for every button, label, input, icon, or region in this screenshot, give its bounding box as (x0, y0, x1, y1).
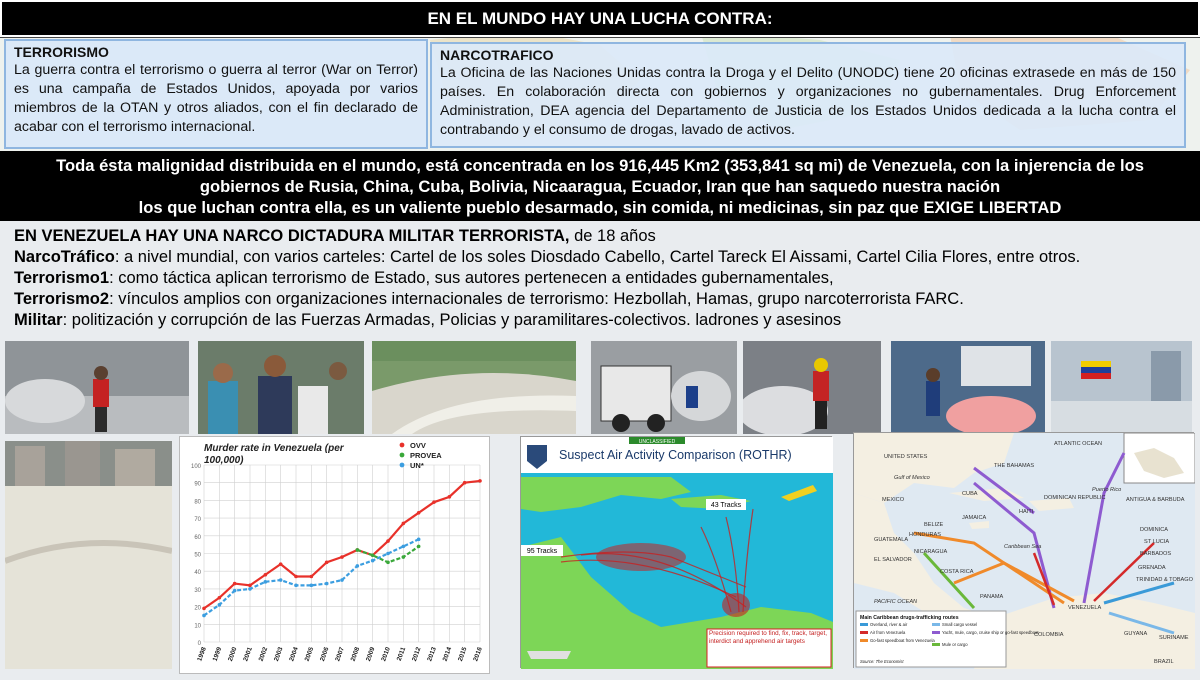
headline-rest: de 18 años (569, 227, 656, 245)
legend-label: OVV (410, 441, 426, 450)
y-tick-label: 20 (194, 605, 201, 612)
banner-line-1: Toda ésta malignidad distribuida en el mundo, está concentrada en los 916,445 Km2 (353,841 sq mi) de Venezuela, con la injerencia de los (56, 156, 1144, 175)
info-label: NarcoTráfico (14, 248, 115, 266)
info-text: : como táctica aplican terrorismo de Estado, sus autores pertenecen a entidades gubernamentales, (109, 269, 834, 287)
narcotrafico-panel (430, 42, 1186, 148)
x-tick-label: 2005 (303, 646, 316, 663)
info-label: Terrorismo1 (14, 269, 110, 287)
info-row (14, 268, 1194, 289)
x-tick-label: 2013 (426, 646, 438, 663)
x-tick-label: 1999 (211, 646, 224, 663)
y-tick-label: 0 (197, 641, 201, 647)
map-label: HONDURAS (909, 532, 942, 538)
legend-item: Small cargo vessel (942, 622, 978, 627)
rothr-note: Precision required to find, fix, track, target, interdict and apprehend air targets (709, 630, 827, 645)
mass-march-photo (5, 441, 172, 669)
protest-photo-1 (5, 341, 189, 434)
y-tick-label: 90 (194, 481, 201, 488)
rothr-title: Suspect Air Activity Comparison (ROTHR) (559, 448, 792, 462)
x-tick-label: 2000 (227, 646, 239, 663)
page-title: EN EL MUNDO HAY UNA LUCHA CONTRA: (0, 0, 1200, 37)
rothr-label-b: 95 Tracks (526, 548, 558, 555)
info-row (14, 247, 1194, 268)
map-label: ATLANTIC OCEAN (1054, 441, 1103, 447)
y-tick-label: 40 (194, 570, 201, 577)
legend-item: Yacht, mule, cargo, cruise ship or go-fast speedboat (942, 630, 1039, 635)
x-tick-label: 2006 (319, 646, 331, 663)
map-label: DOMINICA (1140, 527, 1168, 533)
venezuela-headline (14, 226, 1194, 247)
legend-marker (400, 453, 405, 458)
info-row (14, 289, 1194, 310)
map-label: ST LUCIA (1144, 539, 1170, 545)
x-tick-label: 2012 (411, 646, 423, 663)
map-label: GUATEMALA (874, 537, 909, 543)
x-tick-label: 2007 (334, 646, 346, 663)
x-tick-label: 2004 (288, 646, 300, 663)
info-row (14, 310, 1194, 331)
map-label: BELIZE (924, 522, 944, 528)
legend-label: PROVEA (410, 451, 442, 460)
murder-rate-chart (179, 436, 490, 674)
map-label: MEXICO (882, 497, 905, 503)
jet-icon (527, 651, 571, 659)
map-label: Gulf of Mexico (894, 475, 930, 481)
map-label: BRAZIL (1154, 659, 1174, 665)
map-label: EL SALVADOR (874, 557, 912, 563)
y-tick-label: 50 (194, 552, 201, 559)
chart-title-line-1: Murder rate in Venezuela (per (204, 443, 344, 454)
legend-item: Overland, river & air (870, 622, 908, 627)
y-tick-label: 70 (194, 517, 201, 524)
x-tick-label: 2010 (380, 646, 392, 663)
y-tick-label: 60 (194, 534, 201, 541)
legend-title: Main Caribbean drugs-trafficking routes (860, 615, 959, 621)
crowd-march-photo (372, 341, 576, 434)
legend-marker (400, 443, 405, 448)
map-label: THE BAHAMAS (994, 463, 1035, 469)
banner-line-3: los que luchan contra ella, es un valiente pueblo desarmado, sin comida, ni medicinas, sin paz que EXIGE LIBERTAD (138, 198, 1062, 217)
legend-item: Mule or cargo (942, 642, 968, 647)
x-tick-label: 2001 (242, 646, 254, 663)
y-tick-label: 30 (194, 587, 201, 594)
x-tick-label: 2015 (457, 646, 469, 663)
chart-title-line-2: 100,000) (204, 455, 244, 466)
y-tick-label: 100 (190, 464, 201, 470)
map-label: DOMINICAN REPUBLIC (1044, 495, 1106, 501)
legend-item: Go-fast speedboat from Venezuela (870, 638, 935, 643)
chart-svg (180, 437, 491, 675)
map-label: ANTIGUA & BARBUDA (1126, 497, 1185, 503)
map-label: NICARAGUA (914, 549, 948, 555)
map-label: PANAMA (980, 594, 1004, 600)
narcotrafico-heading: NARCOTRAFICO (440, 47, 554, 63)
map-label: Caribbean Sea (1004, 544, 1042, 550)
flag-protest-photo (1051, 341, 1192, 434)
map-label: CUBA (962, 491, 978, 497)
map-label: HAITI (1019, 509, 1034, 515)
map-label: SURINAME (1159, 635, 1189, 641)
legend-label: UN* (410, 461, 424, 470)
terrorismo-text: La guerra contra el terrorismo o guerra al terror (War on Terror) es una campaña de Estados Unidos, apoyada por varios miembros de la OTAN y otros aliados, con el fin declarado de acabar con el terrorismo internacional. (14, 62, 418, 135)
x-tick-label: 2014 (441, 646, 454, 663)
tear-gas-photo (743, 341, 881, 434)
carib-svg (854, 433, 1195, 669)
narcotrafico-text: La Oficina de las Naciones Unidas contra la Droga y el Delito (UNODC) tiene 20 oficinas extrasede en más de 150 países. En colaboración directa con gobiernos y organizaciones no gubernamentales. Drug Enforcement Administration, DEA agencia del Departamento de Justicia de los Estados Unidos dedicada a la lucha contra el contrabando y el consumo de drogas, lavado de activos. (440, 65, 1176, 138)
x-tick-label: 2016 (472, 646, 484, 663)
info-text: : vínculos amplios con organizaciones internacionales de terrorismo: Hezbollah, Hamas, grupo narcoterrorista FARC. (109, 290, 964, 308)
map-label: Puerto Rico (1092, 487, 1122, 493)
info-text: : politización y corrupción de las Fuerzas Armadas, Policias y paramilitares-colectivos. ladrones y asesinos (62, 311, 842, 329)
venezuela-info (14, 226, 1194, 331)
rothr-svg (521, 437, 833, 669)
legend-marker (400, 463, 405, 468)
water-cannon-photo (891, 341, 1045, 434)
rothr-map (520, 436, 832, 668)
rothr-label-a: 43 Tracks (710, 502, 742, 509)
info-label: Terrorismo2 (14, 290, 110, 308)
map-label: GUYANA (1124, 631, 1148, 637)
terrorismo-heading: TERRORISMO (14, 44, 109, 60)
map-label: UNITED STATES (884, 454, 928, 460)
headline-bold: EN VENEZUELA HAY UNA NARCO DICTADURA MILITAR TERRORISTA, (14, 227, 570, 245)
map-label: COLOMBIA (1034, 632, 1064, 638)
x-tick-label: 2008 (349, 646, 362, 663)
map-label: PACIFIC OCEAN (874, 599, 918, 605)
map-label: JAMAICA (962, 515, 987, 521)
map-label: BARBADOS (1140, 551, 1172, 557)
armored-vehicle-photo (591, 341, 737, 434)
terrorismo-panel (4, 39, 428, 149)
x-tick-label: 2011 (395, 646, 408, 662)
info-text: : a nivel mundial, con varios carteles: Cartel de los soles Diosdado Cabello, Cartel Tareck El Aissami, Cartel Cilia Flores, entre otros. (114, 248, 1081, 266)
banner-line-2: gobiernos de Rusia, China, Cuba, Bolivia, Nicaaragua, Ecuador, Iran que han saquedo nuestra nación (199, 177, 1001, 196)
x-tick-label: 1998 (196, 646, 208, 663)
caribbean-routes-map (853, 432, 1194, 668)
y-tick-label: 10 (194, 623, 201, 630)
x-tick-label: 2002 (257, 646, 270, 663)
x-tick-label: 2003 (273, 646, 285, 663)
map-label: COSTA RICA (940, 569, 974, 575)
map-label: GRENADA (1138, 565, 1166, 571)
map-label: VENEZUELA (1068, 605, 1102, 611)
map-label: TRINIDAD & TOBAGO (1136, 577, 1193, 583)
info-label: Militar (14, 311, 63, 329)
x-tick-label: 2009 (365, 646, 377, 663)
y-tick-label: 80 (194, 499, 201, 506)
legend-item: Air from Venezuela (870, 630, 906, 635)
rothr-banner: UNCLASSIFIED (638, 439, 676, 445)
main-banner (0, 151, 1200, 221)
protest-photo-2 (198, 341, 364, 434)
legend-source: Source: The Economist (860, 659, 904, 664)
